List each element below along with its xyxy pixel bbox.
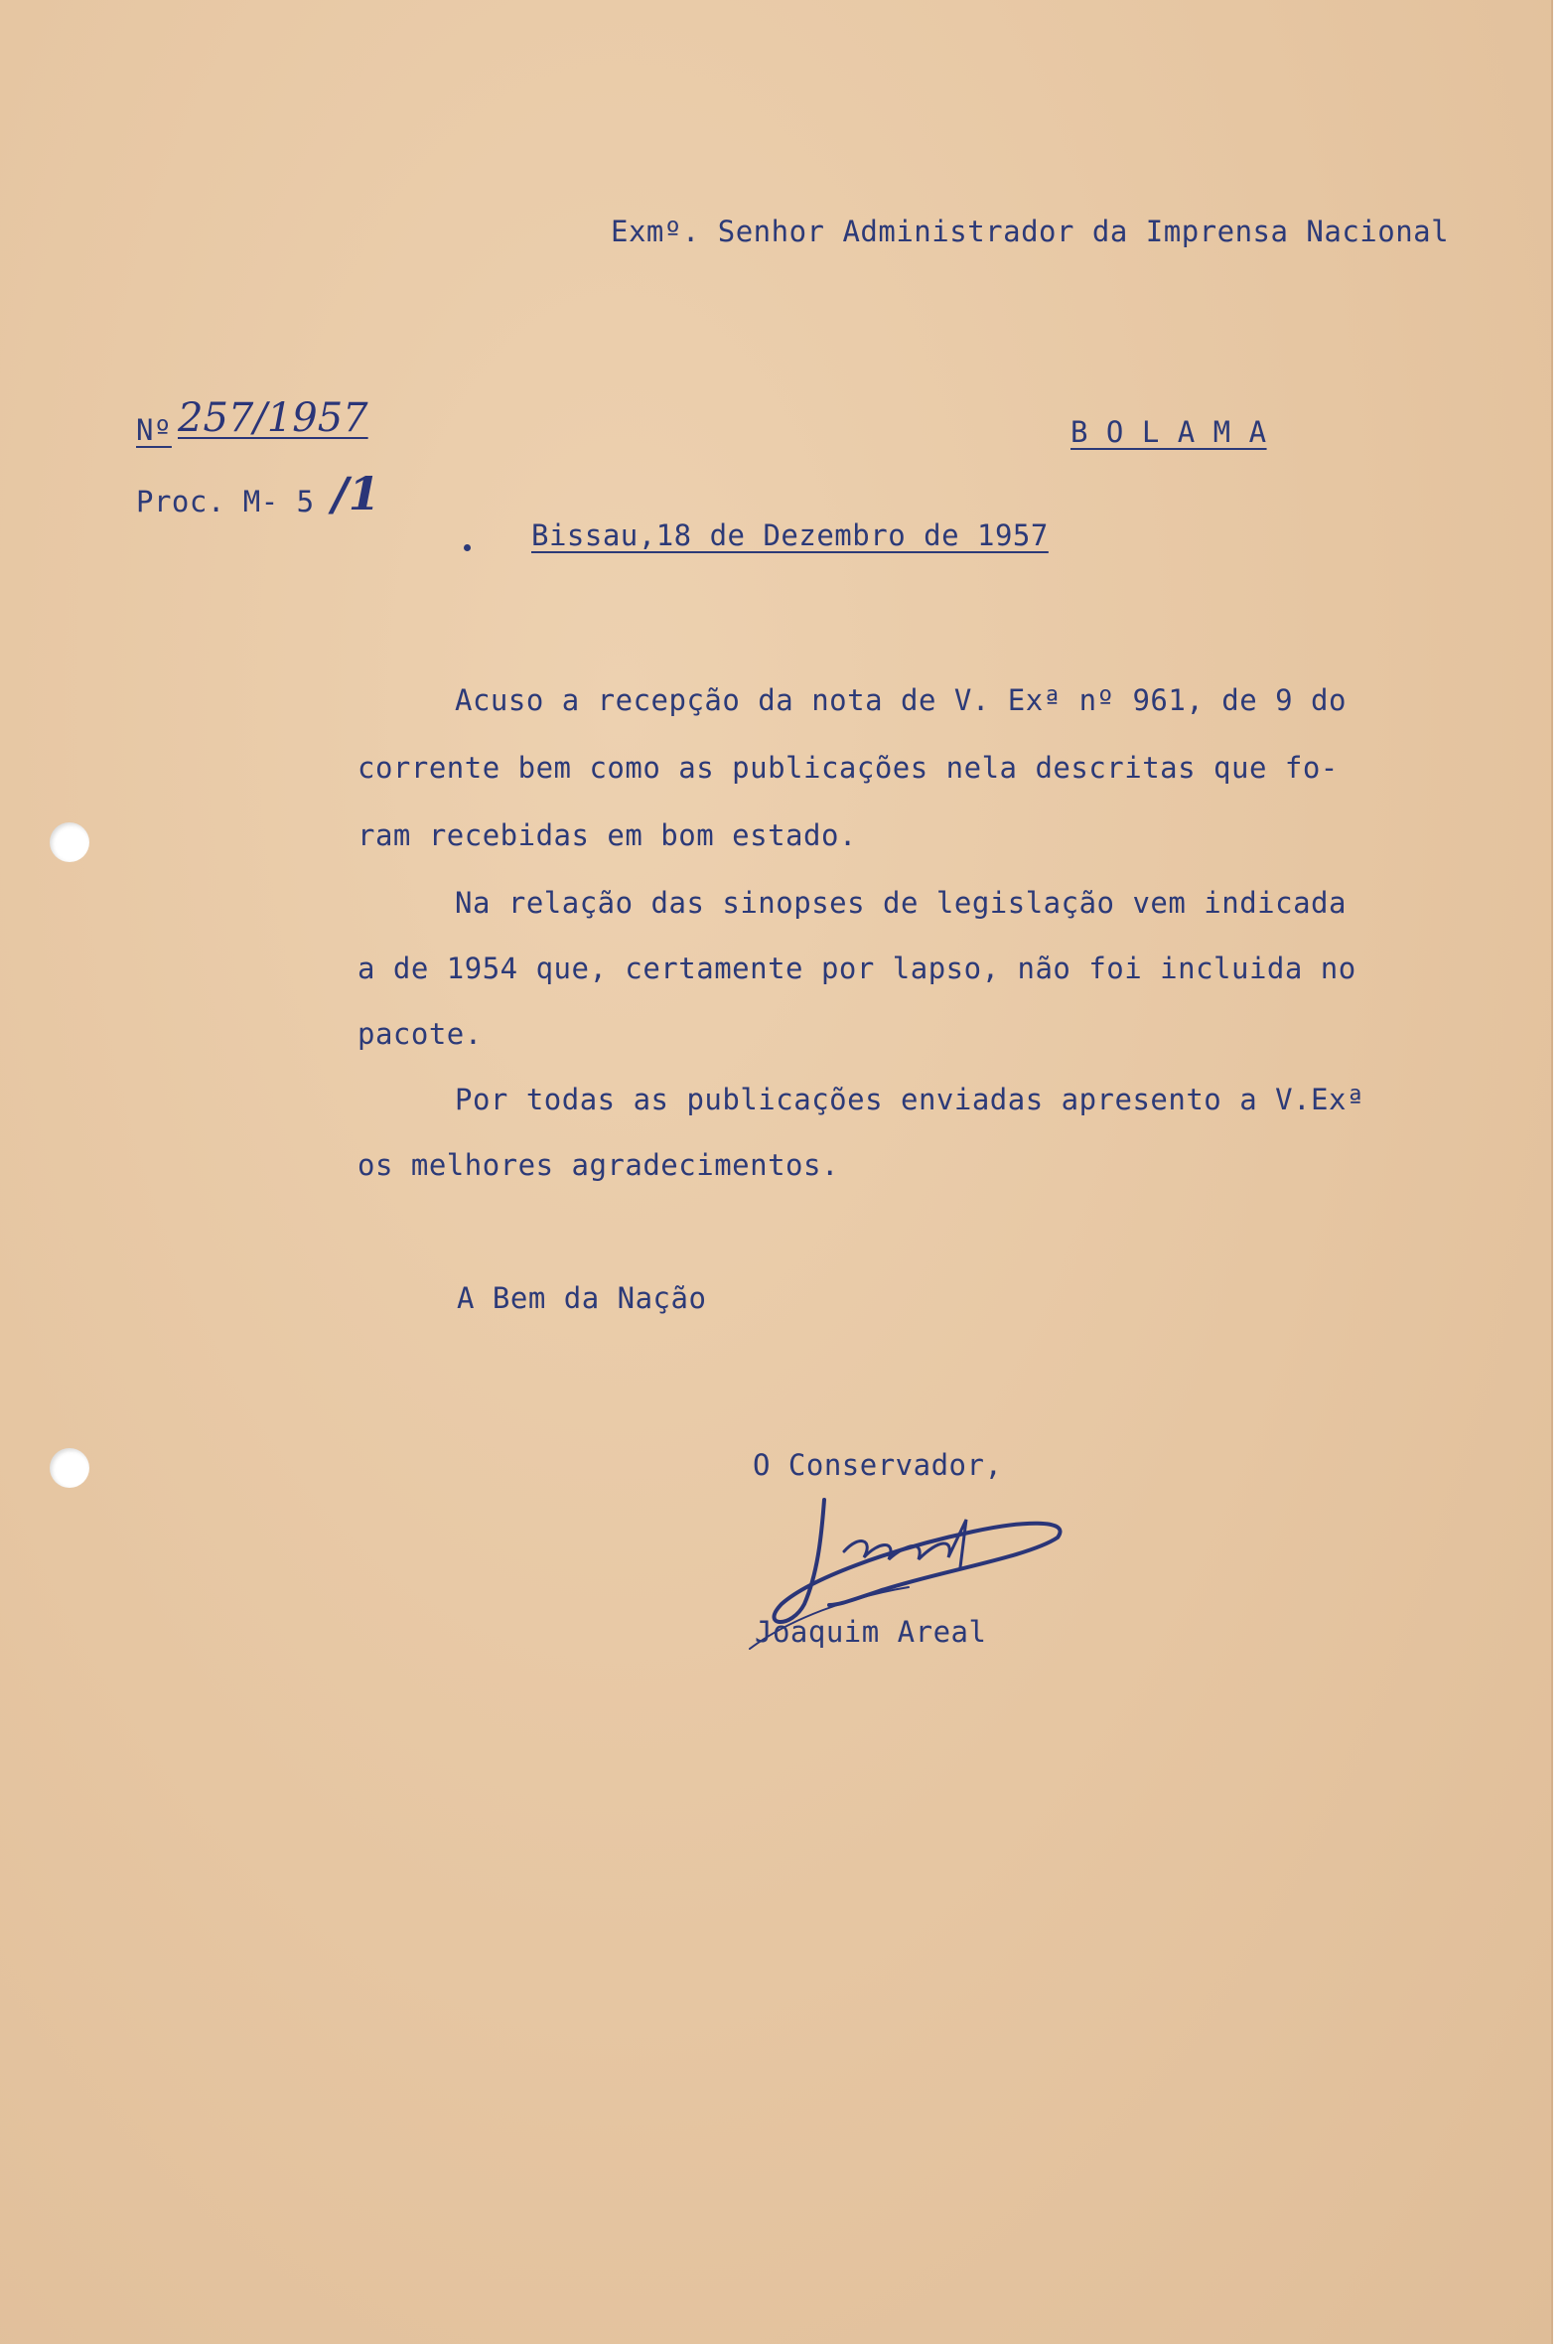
reference-number <box>136 395 368 447</box>
signatory-role: O Conservador, <box>753 1448 1003 1482</box>
process-reference-handwritten: /1 <box>332 467 380 520</box>
body-line-1: Acuso a recepção da nota de V. Exª nº 961, de 9 do <box>455 683 1347 717</box>
reference-number-handwritten: 257/1957 <box>178 395 368 441</box>
signatory-name: Joaquim Areal <box>755 1615 987 1649</box>
closing-salutation: A Bem da Nação <box>457 1281 707 1315</box>
body-line-3: ram recebidas em bom estado. <box>357 818 857 852</box>
body-line-5: a de 1954 que, certamente por lapso, não foi incluida no <box>357 952 1356 985</box>
reference-prefix: Nº <box>136 413 172 447</box>
body-line-6: pacote. <box>357 1017 483 1051</box>
punch-hole-top <box>50 822 89 862</box>
punch-hole-bottom <box>50 1448 89 1488</box>
body-line-8: os melhores agradecimentos. <box>357 1148 839 1182</box>
city-heading: B O L A M A <box>1070 415 1267 449</box>
process-reference: Proc. M- 5 <box>136 485 315 518</box>
bullet-dot <box>464 544 471 551</box>
body-line-4: Na relação das sinopses de legislação vem indicada <box>455 886 1347 920</box>
date-line: Bissau,18 de Dezembro de 1957 <box>531 518 1049 552</box>
body-line-7: Por todas as publicações enviadas apresento a V.Exª <box>455 1083 1364 1116</box>
addressee-line: Exmº. Senhor Administrador da Imprensa Nacional <box>611 215 1450 248</box>
body-line-2: corrente bem como as publicações nela descritas que fo- <box>357 751 1339 785</box>
